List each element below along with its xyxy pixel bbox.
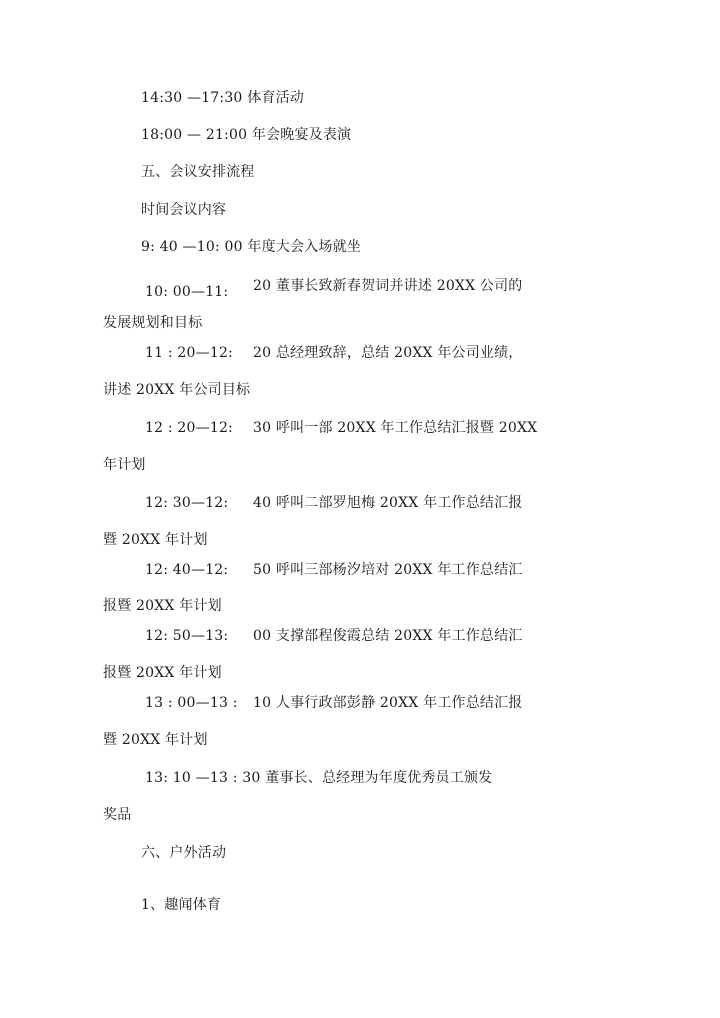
agenda-line: 13: 10 —13 : 30 董事长、总经理为年度优秀员工颁发 <box>145 770 493 786</box>
agenda-text: 10 人事行政部彭静 20XX 年工作总结汇报 <box>253 695 523 711</box>
agenda-time: 12: 30—12: <box>145 495 229 511</box>
agenda-text-cont: 奖品 <box>103 807 132 823</box>
agenda-time: 12: 50—13: <box>145 628 229 644</box>
agenda-line: 9: 40 —10: 00 年度大会入场就坐 <box>141 239 361 255</box>
subsection-heading: 1、趣闻体育 <box>141 897 222 913</box>
agenda-text: 30 呼叫一部 20XX 年工作总结汇报暨 20XX <box>253 420 538 436</box>
agenda-text: 00 支撑部程俊霞总结 20XX 年工作总结汇 <box>253 628 523 644</box>
agenda-text: 20 总经理致辞，总结 20XX 年公司业绩， <box>253 345 523 361</box>
schedule-line: 14:30 —17:30 体育活动 <box>141 90 304 106</box>
table-header-line: 时间会议内容 <box>141 202 227 218</box>
agenda-text: 20 董事长致新春贺词并讲述 20XX 公司的 <box>253 278 523 294</box>
section-heading: 六、户外活动 <box>141 845 227 861</box>
agenda-text-cont: 暨 20XX 年计划 <box>103 532 208 548</box>
agenda-text-cont: 报暨 20XX 年计划 <box>103 598 222 614</box>
schedule-line: 18:00 — 21:00 年会晚宴及表演 <box>141 127 352 143</box>
agenda-text-cont: 讲述 20XX 年公司目标 <box>103 382 251 398</box>
agenda-time: 10: 00—11: <box>145 284 229 300</box>
agenda-text-cont: 年计划 <box>103 457 146 473</box>
agenda-text: 40 呼叫二部罗旭梅 20XX 年工作总结汇报 <box>253 495 523 511</box>
agenda-time: 11 : 20—12: <box>145 345 233 361</box>
agenda-text-cont: 报暨 20XX 年计划 <box>103 665 222 681</box>
agenda-time: 13 : 00—13 : <box>145 695 238 711</box>
agenda-text-cont: 暨 20XX 年计划 <box>103 732 208 748</box>
agenda-time: 12 : 20—12: <box>145 420 233 436</box>
section-heading: 五、会议安排流程 <box>141 164 255 180</box>
agenda-text-cont: 发展规划和目标 <box>103 315 203 331</box>
agenda-time: 12: 40—12: <box>145 562 229 578</box>
agenda-text: 50 呼叫三部杨汐培对 20XX 年工作总结汇 <box>253 562 523 578</box>
